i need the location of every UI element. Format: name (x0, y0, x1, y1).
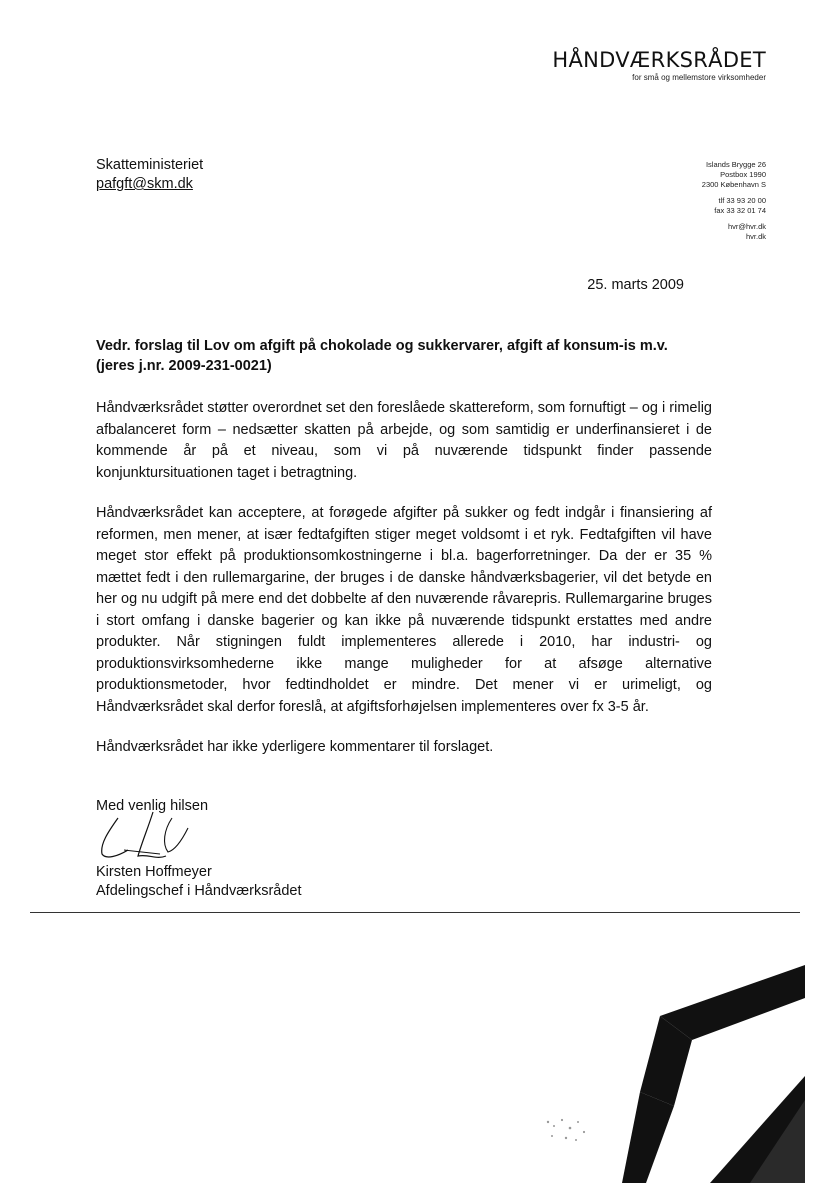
organization-name: HÅNDVÆRKSRÅDET (552, 48, 766, 72)
faint-stamp-mark (540, 1112, 600, 1146)
address-city: 2300 København S (701, 180, 766, 189)
organization-tagline: for små og mellemstore virksomheder (632, 73, 766, 82)
letter-subject: Vedr. forslag til Lov om afgift på chokolade og sukkervarer, afgift af konsum-is m.v. (jeres j.nr. 2009-231-0021) (96, 338, 668, 374)
address-phone: tlf 33 93 20 00 (718, 196, 766, 205)
letter-body (96, 398, 712, 778)
address-email: hvr@hvr.dk (727, 222, 766, 231)
recipient-name: Skatteministeriet (96, 157, 204, 173)
signatory-name: Kirsten Hoffmeyer (96, 864, 212, 880)
letterhead-logo (552, 48, 766, 82)
body-paragraph: Håndværksrådet har ikke yderligere kommentarer til forslaget. (96, 739, 494, 755)
handwritten-signature (98, 810, 228, 870)
decorative-corner-graphic (600, 950, 816, 1183)
address-postbox: Postbox 1990 (720, 170, 766, 179)
address-web: hvr.dk (745, 232, 766, 241)
closing-salutation: Med venlig hilsen (96, 798, 209, 814)
sender-address-block (702, 160, 766, 242)
letter-date: 25. marts 2009 (587, 277, 684, 293)
recipient-email-link[interactable]: pafgft@skm.dk (96, 176, 193, 192)
recipient-block (96, 156, 203, 194)
address-street: Islands Brygge 26 (705, 160, 766, 169)
signatory-title: Afdelingschef i Håndværksrådet (96, 883, 302, 899)
body-paragraph: Håndværksrådet kan acceptere, at forøgede afgifter på sukker og fedt indgår i finansiering af reformen, men mener, at især fedtafgiften stiger meget voldsomt i et ryk. Fedtafgiften vil have meget stor effekt på produktionsomkostningerne i bl.a. bagerforretninger. Da der er 35 % mættet fedt i den rullemargarine, der bruges i de danske håndværksbagerier, vil det betyde en her og nu udgift på mere end det dobbelte af den nuværende råvarepris. Rullemargarine bruges i stort omfang i danske bagerier og kan ikke på nuværende tidspunkt erstattes med andre produkter. Når stigningen fuldt implementeres allerede i 2010, har industri- og produktionsvirksomhederne ikke mange muligheder for at afsøge alternative produktionsmetoder, hvor fedtindholdet er mindre. Det mener vi er urimeligt, og Håndværksrådet skal derfor foreslå, at afgiftsforhøjelsen implementeres over fx 3-5 år. (96, 505, 712, 715)
address-fax: fax 33 32 01 74 (714, 206, 766, 215)
page-divider (30, 912, 800, 913)
body-paragraph: Håndværksrådet støtter overordnet set den foreslåede skattereform, som fornuftigt – og i rimelig afbalanceret form – nedsætter skatten på arbejde, og som samtidig er underfinansieret i de kommende år på et niveau, som vi på nuværende tidspunkt finder passende konjunktursituationen taget i betragtning. (96, 400, 712, 481)
